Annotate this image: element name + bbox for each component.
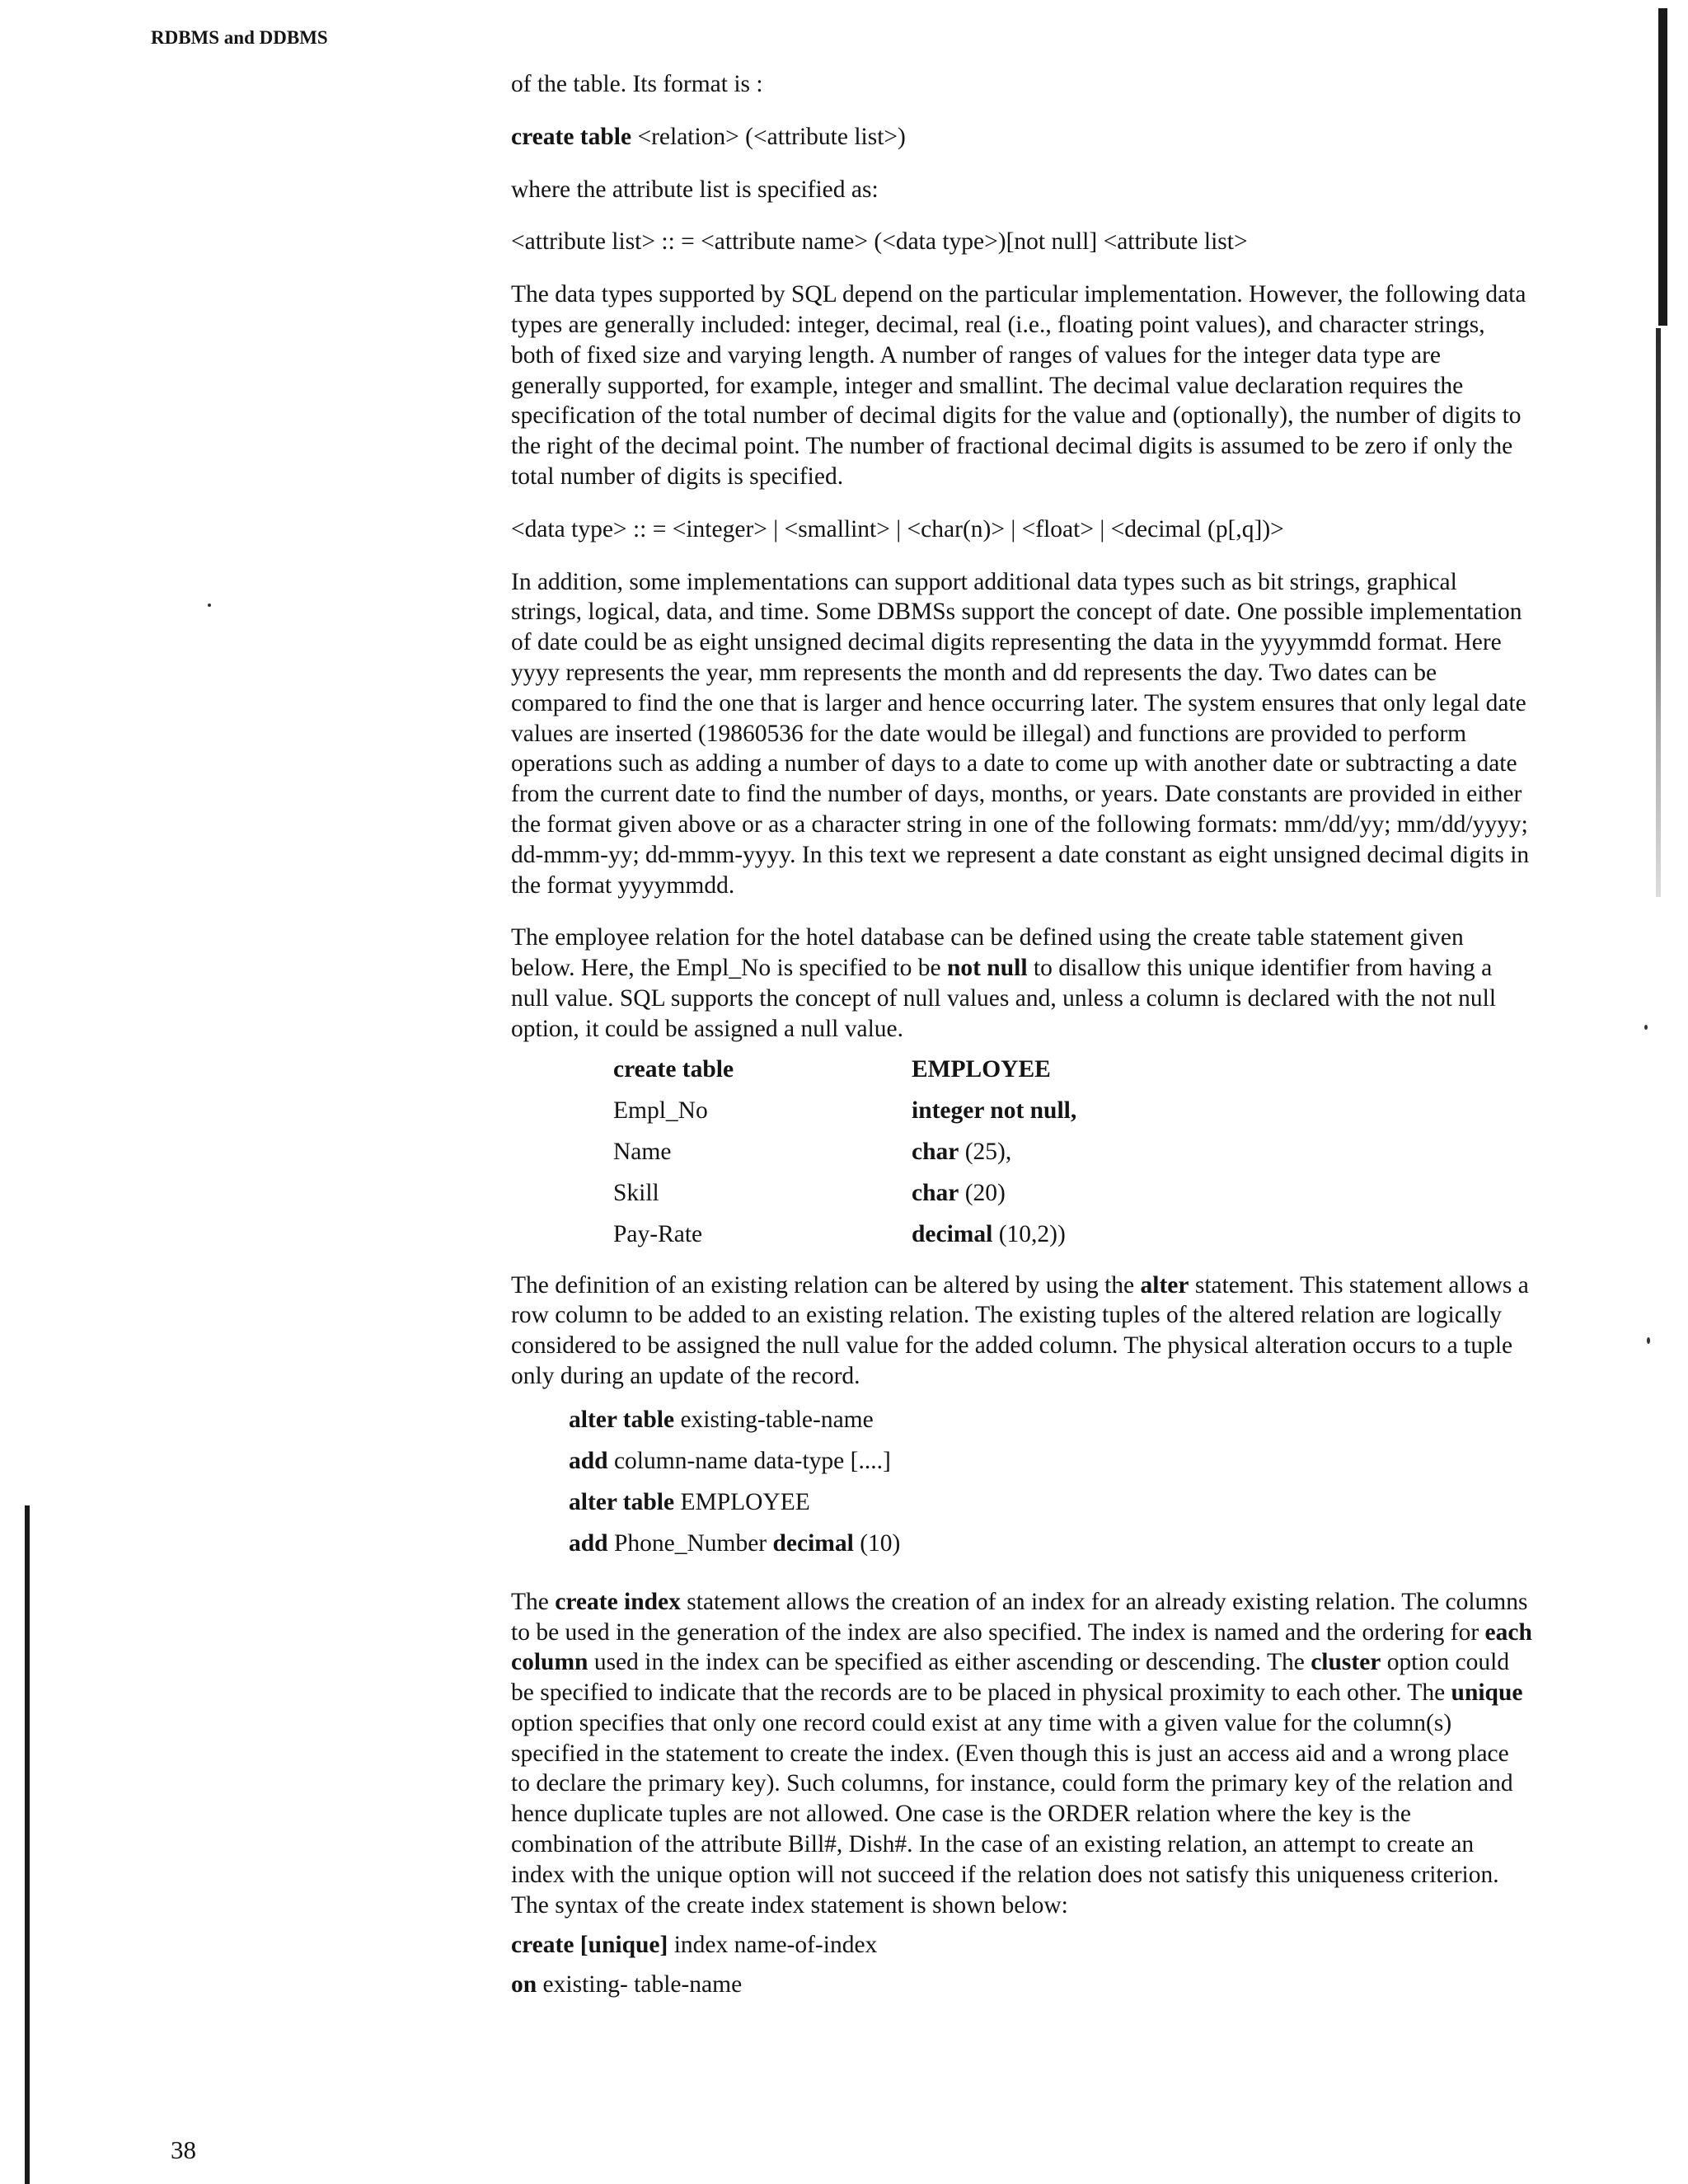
- alter-syntax-rest-2: (10): [853, 1530, 901, 1557]
- column-row: [613, 1173, 1533, 1214]
- create-table-syntax-rest: <relation> (<attribute list>): [631, 123, 906, 150]
- index-syntax-keyword: create [unique]: [511, 1932, 668, 1959]
- column-type-keyword: char: [912, 1139, 959, 1166]
- paragraph-data-types: The data types supported by SQL depend on the particular implementation. However, the following data types are generally included: integer, decimal, real (i.e., floating point values), and character strings, both of fixed size and varying length. A number of ranges of values for the integer data type are generally supported, for example, integer and smallint. The decimal value declaration requires the specification of the total number of decimal digits for the value and (optionally), the number of digits to the right of the decimal point. The number of fractional decimal digits is assumed to be zero if only the total number of digits is specified.: [511, 281, 1526, 490]
- scan-speck: [1644, 1025, 1648, 1030]
- alter-syntax-rest: existing-table-name: [674, 1407, 874, 1434]
- scan-edge-right: [1658, 8, 1667, 326]
- alter-syntax-line: [569, 1482, 1533, 1524]
- not-null-keyword: not null: [946, 955, 1028, 982]
- create-table-header-row: [613, 1050, 1533, 1091]
- unique-keyword: unique: [1451, 1679, 1523, 1707]
- alter-syntax-block: [569, 1400, 1533, 1565]
- alter-syntax-rest: Phone_Number: [607, 1530, 773, 1557]
- alter-keyword: alter: [1140, 1271, 1189, 1299]
- alter-text-a: The definition of an existing relation can be altered by using the: [511, 1271, 1141, 1299]
- column-type-rest: (25),: [959, 1139, 1012, 1166]
- scan-speck: [1647, 1337, 1650, 1344]
- index-syntax-rest: index name-of-index: [668, 1932, 878, 1959]
- paragraph-employee-relation: [511, 923, 1533, 1044]
- employee-text-b: to disallow this unique identifier from having a null value. SQL supports the concept of null values and, unless a column is declared with the not null option, it could be assigned a null value.: [511, 955, 1497, 1042]
- alter-syntax-keyword: add: [569, 1530, 608, 1557]
- column-name: Pay-Rate: [613, 1221, 703, 1248]
- index-syntax-keyword: on: [511, 1971, 537, 1998]
- where-text: where the attribute list is specified as:: [511, 176, 879, 203]
- page-body: [511, 69, 1533, 2004]
- scan-edge-right-fade: [1656, 328, 1661, 897]
- running-header: RDBMS and DDBMS: [151, 27, 328, 48]
- alter-syntax-rest: EMPLOYEE: [674, 1489, 810, 1516]
- cluster-keyword: cluster: [1311, 1649, 1381, 1676]
- index-text-5: option specifies that only one record could exist at any time with a given value for the column(s) specified in the statement to create the index. (Even though this is just an access aid and a wrong place to declare the primary key). Such columns, for instance, could form the primary key of the relation and hence duplicate tuples are not allowed. One case is the ORDER relation where the key is the combination of the attribute Bill#, Dish#. In the case of an existing relation, an attempt to create an index with the unique option will not succeed if the relation does not satisfy this uniqueness criterion. The syntax of the create index statement is shown below:: [511, 1709, 1513, 1919]
- create-table-example-keyword: create table: [613, 1056, 734, 1083]
- column-row: [613, 1132, 1533, 1173]
- column-type-rest: (20): [959, 1180, 1006, 1207]
- alter-syntax-keyword: alter table: [569, 1489, 675, 1516]
- create-table-keyword: create table: [511, 123, 632, 150]
- data-type-definition: <data type> :: = <integer> | <smallint> | <char(n)> | <float> | <decimal (p[,q])>: [511, 515, 1284, 542]
- alter-syntax-keyword-2: decimal: [772, 1530, 854, 1557]
- scan-speck: [208, 604, 211, 607]
- each-column-keyword: each column: [511, 1618, 1532, 1676]
- index-syntax-line-1: [511, 1925, 1533, 1965]
- column-name: Skill: [613, 1180, 659, 1207]
- index-syntax-line-2: [511, 1965, 1533, 2004]
- index-text-1: The: [511, 1588, 556, 1615]
- alter-syntax-line: [569, 1441, 1533, 1482]
- alter-syntax-keyword: alter table: [569, 1407, 675, 1434]
- create-index-keyword: create index: [555, 1588, 681, 1615]
- column-type-rest: (10,2)): [992, 1221, 1066, 1248]
- alter-syntax-line: [569, 1400, 1533, 1441]
- create-table-example: [613, 1050, 1533, 1256]
- column-name: Name: [613, 1139, 672, 1166]
- column-row: [613, 1214, 1533, 1256]
- alter-syntax-line: [569, 1524, 1533, 1565]
- table-name: EMPLOYEE: [912, 1056, 1051, 1083]
- alter-syntax-rest: column-name data-type [....]: [607, 1448, 891, 1475]
- index-text-4: option could be specified to indicate that the records are to be placed in physical proximity to each other. The: [511, 1649, 1510, 1707]
- intro-text: of the table. Its format is :: [511, 71, 763, 97]
- create-table-syntax: [511, 122, 1533, 153]
- column-row: [613, 1091, 1533, 1132]
- alter-syntax-keyword: add: [569, 1448, 608, 1475]
- attribute-list-definition: <attribute list> :: = <attribute name> (<data type>)[not null] <attribute list>: [511, 228, 1248, 256]
- alter-text-b: statement. This statement allows a row column to be added to an existing relation. The existing tuples of the altered relation are logically considered to be assigned the null value for the added column. The physical alteration occurs to a tuple only during an update of the record.: [511, 1271, 1529, 1389]
- paragraph-additional-types: In addition, some implementations can support additional data types such as bit strings, graphical strings, logical, data, and time. Some DBMSs support the concept of date. One possible implementation of date could be as eight unsigned decimal digits representing the data in the yyyymmdd format. Here yyyy represents the year, mm represents the month and dd represents the day. Two dates can be compared to find the one that is larger and hence occurring later. The system ensures that only legal date values are inserted (19860536 for the date would be illegal) and functions are provided to perform operations such as adding a number of days to a date to come up with another date or subtracting a date from the current date to find the number of days, months, or years. Date constants are provided in either the format given above or as a character string in one of the following formats: mm/dd/yy; mm/dd/yyyy; dd-mmm-yy; dd-mmm-yyyy. In this text we represent a date constant as eight unsigned decimal digits in the format yyyymmdd.: [511, 568, 1530, 899]
- column-type-keyword: char: [912, 1180, 959, 1207]
- column-type-keyword: decimal: [912, 1221, 993, 1248]
- column-name: Empl_No: [613, 1097, 708, 1125]
- employee-text-a: The employee relation for the hotel database can be defined using the create table statement given below. Here, the Empl_No is specified to be: [511, 924, 1464, 982]
- scan-edge-left: [25, 1505, 30, 2184]
- column-type-keyword: integer not null,: [912, 1097, 1077, 1125]
- paragraph-create-index: [511, 1587, 1533, 1921]
- page-number: 38: [171, 2135, 196, 2164]
- index-text-2: statement allows the creation of an index for an already existing relation. The columns to be used in the generation of the index are also specified. The index is named and the ordering for: [511, 1588, 1528, 1646]
- index-syntax-rest: existing- table-name: [537, 1971, 743, 1998]
- index-text-3: used in the index can be specified as either ascending or descending. The: [588, 1649, 1311, 1676]
- paragraph-alter: [511, 1270, 1533, 1392]
